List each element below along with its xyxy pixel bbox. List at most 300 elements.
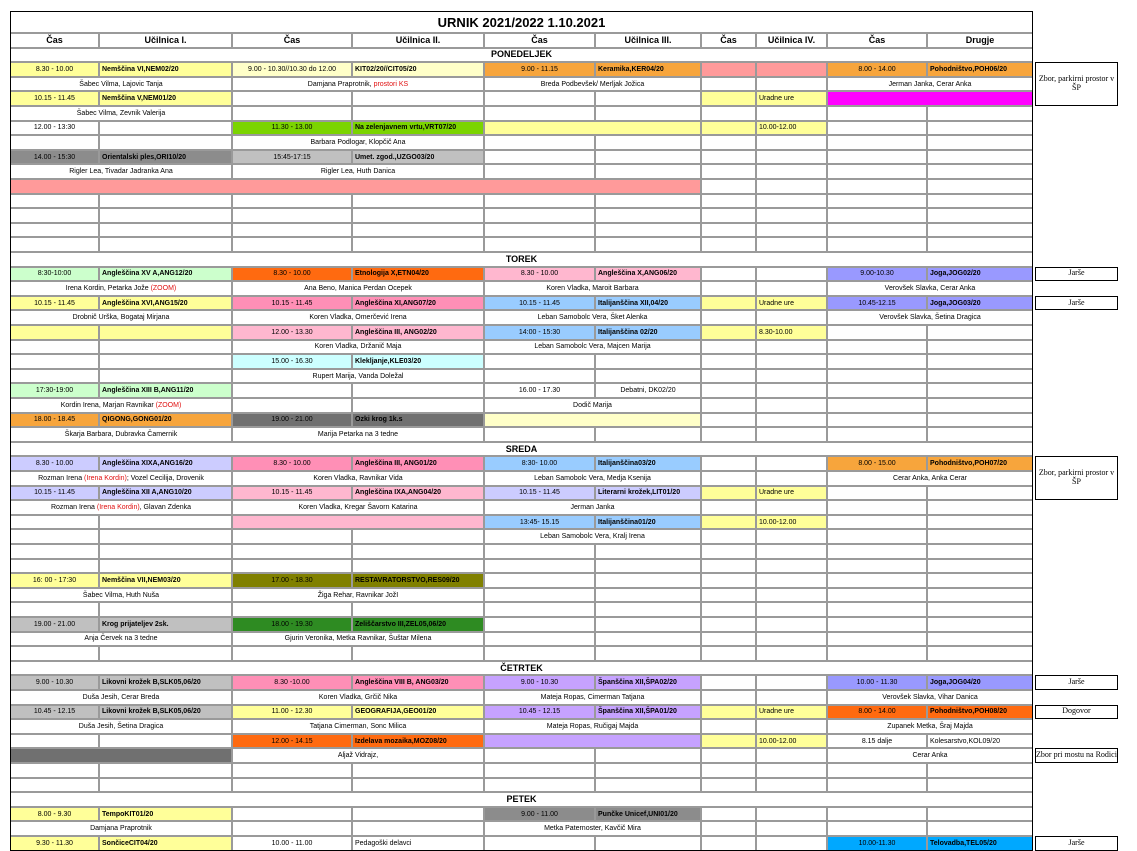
empty-cell (484, 164, 595, 179)
empty-cell (595, 646, 701, 661)
empty-cell (756, 369, 827, 384)
side-note-text: Zbor pri mostu na Rodici (1036, 750, 1117, 760)
timetable-cell (756, 91, 827, 106)
empty-cell (701, 471, 756, 486)
cell-text: Angleščina XV A,ANG12/20 (102, 270, 193, 278)
timetable-cell (232, 471, 484, 486)
empty-cell (827, 632, 927, 647)
empty-cell (595, 602, 701, 617)
timetable-cell (10, 821, 232, 836)
cell-text: 10.15 - 11.45 (519, 489, 560, 497)
cell-text: Umet. zgod.,UZGO03/20 (355, 153, 435, 161)
empty-cell (701, 821, 756, 836)
cell-text: Šabec Vilma, Zevnik Valerija (76, 109, 166, 117)
cell-text: Na zelenjavnem vrtu,VRT07/20 (355, 124, 457, 132)
cell-text: 13:45- 15.15 (519, 518, 560, 526)
empty-cell (701, 617, 756, 632)
cell-text: 10.15 - 11.45 (34, 299, 75, 307)
empty-cell (701, 179, 756, 194)
empty-cell (756, 617, 827, 632)
timetable-cell (99, 413, 232, 428)
cell-text: Šabec Vilma, Lajovic Tanja (79, 80, 163, 88)
empty-cell (927, 602, 1033, 617)
timetable-cell (352, 573, 484, 588)
timetable-cell (232, 267, 352, 282)
timetable-cell (827, 690, 1033, 705)
empty-cell (232, 559, 352, 574)
timetable-cell (10, 573, 99, 588)
empty-cell (756, 427, 827, 442)
empty-cell (352, 778, 484, 793)
empty-cell (701, 573, 756, 588)
cell-text: Drobnič Urška, Bogataj Mirjana (72, 314, 170, 322)
cell-text: Dodič Marija (573, 401, 612, 409)
timetable-cell (232, 121, 352, 136)
empty-cell (927, 135, 1033, 150)
empty-cell (352, 559, 484, 574)
empty-cell (99, 763, 232, 778)
empty-cell (484, 559, 595, 574)
day-heading (10, 252, 1033, 267)
timetable-cell (232, 77, 484, 92)
empty-cell (232, 91, 352, 106)
timetable-cell (827, 296, 927, 311)
timetable-cell (595, 62, 701, 77)
empty-cell (10, 208, 99, 223)
empty-cell (484, 208, 595, 223)
column-header (99, 33, 232, 48)
empty-cell (756, 763, 827, 778)
cell-text: Leban Samobolc Vera, Šket Alenka (537, 314, 648, 322)
cell-text: 8.00 - 14.00 (858, 708, 896, 716)
empty-cell (756, 77, 827, 92)
timetable-cell (10, 179, 701, 194)
empty-cell (827, 515, 927, 530)
empty-cell (10, 602, 99, 617)
timetable-cell (595, 705, 701, 720)
timetable-cell (352, 705, 484, 720)
timetable-cell (756, 734, 827, 749)
timetable-cell (827, 836, 927, 851)
empty-cell (827, 413, 927, 428)
side-note (1035, 836, 1118, 851)
cell-text: Nemščina VII,NEM03/20 (102, 576, 181, 584)
timetable-cell (232, 369, 484, 384)
empty-cell (756, 778, 827, 793)
timetable-cell (484, 734, 701, 749)
timetable-cell (827, 675, 927, 690)
empty-cell (232, 646, 352, 661)
cell-text: Italijanščina03/20 (598, 460, 656, 468)
timetable-cell (10, 617, 99, 632)
cell-text: 10.15 - 11.45 (271, 489, 313, 497)
empty-cell (99, 237, 232, 252)
page-title (10, 11, 1033, 33)
cell-text: Leban Samobolc Vera, Medja Ksenija (534, 474, 651, 482)
timetable-cell (827, 734, 927, 749)
empty-cell (927, 500, 1033, 515)
timetable-cell (99, 62, 232, 77)
timetable-cell (827, 310, 1033, 325)
timetable-cell (10, 413, 99, 428)
empty-cell (595, 559, 701, 574)
timetable-cell (232, 719, 484, 734)
cell-text: Drugje (965, 34, 995, 45)
empty-cell (827, 763, 927, 778)
empty-cell (756, 719, 827, 734)
empty-cell (10, 646, 99, 661)
timetable-cell (756, 121, 827, 136)
empty-cell (701, 719, 756, 734)
empty-cell (927, 340, 1033, 355)
timetable-cell (756, 486, 827, 501)
empty-cell (927, 821, 1033, 836)
cell-text: Pohodništvo,POH06/20 (930, 65, 1008, 73)
cell-text: Italijanščina XII,04/20 (598, 299, 669, 307)
cell-text: Koren Vladka, Držanič Maja (314, 343, 402, 351)
timetable-cell (595, 325, 701, 340)
empty-cell (701, 208, 756, 223)
empty-cell (595, 748, 701, 763)
empty-cell (927, 544, 1033, 559)
cell-text: Damjana Praprotnik, (307, 80, 374, 88)
empty-cell (232, 807, 352, 822)
empty-cell (701, 456, 756, 471)
cell-text: 8.15 dalje (861, 737, 893, 745)
timetable-cell (10, 588, 232, 603)
timetable-cell (827, 719, 1033, 734)
empty-cell (99, 208, 232, 223)
timetable-cell (484, 821, 701, 836)
empty-cell (99, 340, 232, 355)
timetable-cell (927, 675, 1033, 690)
cell-text: Pohodništvo,POH08/20 (930, 708, 1008, 716)
cell-note-red: (ZOOM) (155, 401, 182, 409)
empty-cell (232, 383, 352, 398)
cell-note-red: prostori KS (373, 80, 409, 88)
timetable-cell (232, 354, 352, 369)
cell-text: 15:45-17:15 (273, 153, 311, 161)
cell-text: Joga,JOG04/20 (930, 679, 981, 687)
timetable-cell (484, 62, 595, 77)
empty-cell (756, 281, 827, 296)
timetable-cell (484, 456, 595, 471)
timetable-cell (827, 471, 1033, 486)
cell-text: Likovni krožek B,SLK05,06/20 (102, 708, 201, 716)
empty-cell (595, 106, 701, 121)
timetable-cell (927, 267, 1033, 282)
timetable-cell (927, 296, 1033, 311)
empty-cell (352, 763, 484, 778)
timetable-cell (232, 573, 352, 588)
empty-cell (827, 164, 927, 179)
timetable-cell (10, 296, 99, 311)
empty-cell (232, 529, 352, 544)
empty-cell (756, 559, 827, 574)
cell-text: Koren Vladka, Maroit Barbara (546, 284, 639, 292)
empty-cell (827, 325, 927, 340)
timetable-cell (10, 675, 99, 690)
cell-text: Ozki krog 1k.s (355, 416, 403, 424)
empty-cell (232, 237, 352, 252)
cell-text: 10.00-12.00 (759, 124, 797, 132)
empty-cell (595, 223, 701, 238)
timetable-cell (595, 383, 701, 398)
empty-cell (10, 778, 99, 793)
empty-cell (827, 588, 927, 603)
cell-text: 16: 00 - 17:30 (32, 576, 77, 584)
empty-cell (756, 413, 827, 428)
timetable-cell (927, 705, 1033, 720)
empty-cell (701, 369, 756, 384)
empty-cell (232, 223, 352, 238)
empty-cell (927, 617, 1033, 632)
cell-text: Aljaž Vidrajz, (337, 752, 379, 760)
empty-cell (927, 208, 1033, 223)
empty-cell (484, 194, 595, 209)
cell-text: 8.30 - 10.00 (273, 270, 311, 278)
cell-text: Čas (283, 34, 301, 45)
empty-cell (756, 529, 827, 544)
cell-text: Metka Paternoster, Kavčič Mira (544, 825, 641, 833)
timetable-cell (827, 62, 927, 77)
timetable-cell (232, 486, 352, 501)
timetable-cell (10, 267, 99, 282)
empty-cell (595, 632, 701, 647)
empty-cell (701, 646, 756, 661)
cell-text: PONEDELJEK (490, 49, 552, 60)
empty-cell (484, 646, 595, 661)
cell-text: 8:30- 10.00 (521, 460, 558, 468)
timetable-cell (99, 325, 232, 340)
empty-cell (756, 675, 827, 690)
cell-text: Verovšek Slavka, Šetina Dragica (879, 314, 981, 322)
empty-cell (756, 748, 827, 763)
empty-cell (756, 500, 827, 515)
cell-text: 17:30-19:00 (35, 387, 74, 395)
empty-cell (99, 734, 232, 749)
empty-cell (701, 559, 756, 574)
cell-text: Nemščina VI,NEM02/20 (102, 65, 179, 73)
cell-text: 10.45-12.15 (858, 299, 896, 307)
timetable-cell (99, 150, 232, 165)
timetable-cell (484, 486, 595, 501)
empty-cell (484, 632, 595, 647)
cell-text: PETEK (506, 793, 537, 804)
cell-text: 8.30 -10.00 (274, 679, 310, 687)
side-note (1035, 267, 1118, 282)
cell-text: Uradne ure (759, 95, 795, 103)
empty-cell (827, 383, 927, 398)
cell-text: 10.45 - 12.15 (518, 708, 561, 716)
empty-cell (756, 310, 827, 325)
empty-cell (927, 427, 1033, 442)
empty-cell (827, 778, 927, 793)
empty-cell (701, 413, 756, 428)
cell-text: Duša Jesih, Cerar Breda (82, 693, 160, 701)
timetable-cell (99, 486, 232, 501)
timetable-cell (10, 62, 99, 77)
cell-text: 11.00 - 12.30 (271, 708, 313, 716)
cell-text: Zupanek Metka, Šraj Majda (887, 722, 973, 730)
timetable-cell (352, 675, 484, 690)
cell-text: Izdelava mozaika,MOZ08/20 (355, 737, 447, 745)
empty-cell (756, 354, 827, 369)
empty-cell (484, 91, 595, 106)
timetable-cell (595, 486, 701, 501)
empty-cell (701, 529, 756, 544)
timetable-cell (232, 296, 352, 311)
cell-text-tail: , Glavan Zdenka (139, 503, 192, 511)
side-note (1035, 62, 1118, 106)
empty-cell (827, 807, 927, 822)
empty-cell (927, 559, 1033, 574)
cell-text: TOREK (505, 253, 538, 264)
timetable-cell (10, 807, 99, 822)
cell-text: 11.30 - 13.00 (271, 124, 313, 132)
empty-cell (484, 237, 595, 252)
timetable-cell (484, 383, 595, 398)
empty-cell (927, 778, 1033, 793)
empty-cell (927, 573, 1033, 588)
column-header (756, 33, 827, 48)
cell-text: SončiceCIT04/20 (102, 839, 158, 847)
timetable-cell (701, 705, 756, 720)
cell-text: 10.45 - 12.15 (33, 708, 76, 716)
timetable-cell (10, 77, 232, 92)
empty-cell (701, 281, 756, 296)
timetable-cell (756, 62, 827, 77)
cell-text: Damjana Praprotnik (90, 825, 152, 833)
side-note (1035, 296, 1118, 311)
timetable-cell (352, 325, 484, 340)
timetable-cell (232, 588, 484, 603)
empty-cell (352, 223, 484, 238)
column-header (232, 33, 352, 48)
empty-cell (595, 91, 701, 106)
cell-text: Učilnica I. (144, 34, 187, 45)
timetable-cell (10, 705, 99, 720)
empty-cell (595, 194, 701, 209)
cell-text: 8.00 - 15.00 (858, 460, 896, 468)
empty-cell (756, 398, 827, 413)
timetable-cell (10, 500, 232, 515)
empty-cell (827, 427, 927, 442)
empty-cell (927, 486, 1033, 501)
cell-text: 10.00-12.00 (759, 737, 797, 745)
timetable-cell (99, 267, 232, 282)
empty-cell (595, 778, 701, 793)
empty-cell (756, 340, 827, 355)
cell-text: 10.00 - 11.30 (856, 679, 898, 687)
empty-cell (827, 369, 927, 384)
timetable-cell (10, 690, 232, 705)
timetable-cell (10, 836, 99, 851)
timetable-cell (10, 486, 99, 501)
cell-text: Punčke Unicef,UNI01/20 (598, 810, 678, 818)
cell-text: 9.00 - 10.30 (35, 679, 74, 687)
empty-cell (927, 223, 1033, 238)
empty-cell (232, 821, 352, 836)
empty-cell (756, 690, 827, 705)
timetable-cell (484, 398, 701, 413)
cell-text: Šabec Vilma, Huth Nuša (82, 591, 160, 599)
timetable-cell (10, 471, 232, 486)
column-header (352, 33, 484, 48)
empty-cell (701, 632, 756, 647)
empty-cell (827, 194, 927, 209)
timetable-cell (232, 500, 484, 515)
empty-cell (701, 354, 756, 369)
cell-text: 8.30 - 10.00 (520, 270, 559, 278)
timetable-cell (484, 471, 701, 486)
empty-cell (827, 179, 927, 194)
empty-cell (484, 369, 595, 384)
timetable-cell (827, 267, 927, 282)
timetable-cell (827, 281, 1033, 296)
timetable-cell (232, 340, 484, 355)
empty-cell (827, 208, 927, 223)
empty-cell (756, 602, 827, 617)
empty-cell (927, 369, 1033, 384)
timetable-cell (484, 340, 701, 355)
side-note-text: Zbor, parkirni prostor v ŠP (1038, 74, 1115, 93)
timetable-cell (10, 121, 99, 136)
cell-text: Uradne ure (759, 708, 795, 716)
cell-text: Anja Červek na 3 tedne (84, 635, 158, 643)
timetable-cell (99, 383, 232, 398)
empty-cell (352, 208, 484, 223)
cell-text: Klekljanje,KLE03/20 (355, 357, 422, 365)
cell-text: Angleščina III, ANG02/20 (355, 328, 437, 336)
empty-cell (927, 106, 1033, 121)
timetable-cell (99, 807, 232, 822)
empty-cell (927, 354, 1033, 369)
empty-cell (827, 646, 927, 661)
cell-text: Angleščina III, ANG01/20 (355, 460, 437, 468)
empty-cell (756, 573, 827, 588)
timetable-cell (595, 456, 701, 471)
empty-cell (595, 573, 701, 588)
cell-text: Rozman Irena (50, 503, 97, 511)
timetable-cell (827, 91, 1033, 106)
empty-cell (10, 237, 99, 252)
empty-cell (595, 237, 701, 252)
empty-cell (484, 150, 595, 165)
timetable-cell (232, 325, 352, 340)
cell-text: Angleščina IXA,ANG04/20 (355, 489, 441, 497)
empty-cell (484, 354, 595, 369)
cell-text-tail: ; Vozel Cecilija, Drovenik (126, 474, 204, 482)
cell-text: Keramika,KER04/20 (598, 65, 664, 73)
empty-cell (927, 237, 1033, 252)
empty-cell (827, 544, 927, 559)
cell-text: Jerman Janka (570, 503, 615, 511)
empty-cell (10, 734, 99, 749)
cell-text: 9.30 - 11.30 (36, 839, 73, 847)
day-heading (10, 792, 1033, 807)
empty-cell (232, 602, 352, 617)
empty-cell (827, 340, 927, 355)
column-header (827, 33, 927, 48)
cell-text: 14:00 - 15:30 (518, 328, 561, 336)
empty-cell (484, 748, 595, 763)
cell-text: Cerar Anka, Anka Cerar (893, 474, 967, 482)
empty-cell (701, 135, 756, 150)
cell-text: Verovšek Slavka, Cerar Anka (884, 284, 976, 292)
timetable-cell (232, 135, 484, 150)
empty-cell (10, 559, 99, 574)
